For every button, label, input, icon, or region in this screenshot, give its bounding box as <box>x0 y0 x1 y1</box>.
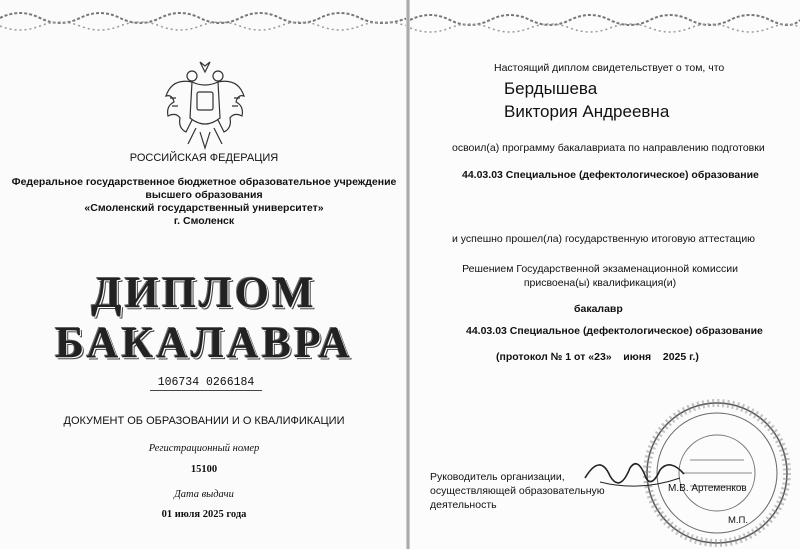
border-ornament <box>0 4 408 44</box>
head-label-line2: осуществляющей образовательную <box>430 485 605 497</box>
commission-block <box>450 262 750 290</box>
diploma-right-page <box>410 0 800 549</box>
institution-line2: высшего образования <box>145 189 263 201</box>
reg-number-label: Регистрационный номер <box>148 443 260 454</box>
country-name: РОССИЙСКАЯ ФЕДЕРАЦИЯ <box>129 152 279 164</box>
institution-line1: Федеральное государственное бюджетное образовательное учреждение <box>11 176 397 188</box>
serial-number: 106734 0266184 <box>150 376 262 391</box>
issue-date: 01 июля 2025 года <box>161 509 247 520</box>
institution-city: г. Смоленск <box>173 215 235 227</box>
attestation-text: и успешно прошел(ла) государственную итоговую аттестацию <box>452 233 756 245</box>
head-label-line1: Руководитель организации, <box>430 471 565 483</box>
commission-line1: Решением Государственной экзаменационной комиссии <box>462 263 738 275</box>
diploma-title <box>0 268 408 368</box>
title-line1: ДИПЛОМ <box>91 268 317 317</box>
recipient-given-names: Виктория Андреевна <box>504 102 670 121</box>
intro-text: Настоящий диплом свидетельствует о том, что <box>494 62 725 74</box>
head-label-line3: деятельность <box>430 499 497 511</box>
reg-number: 15100 <box>190 464 218 475</box>
signatory-name: М.В. Артеменков <box>668 483 747 494</box>
commission-line2: присвоена(ы) квалификация(и) <box>523 277 677 289</box>
coat-of-arms-emblem <box>162 58 248 150</box>
head-label <box>430 470 605 512</box>
document-type: ДОКУМЕНТ ОБ ОБРАЗОВАНИИ И О КВАЛИФИКАЦИИ <box>63 415 345 427</box>
protocol-reference: (протокол № 1 от «23» июня 2025 г.) <box>496 351 699 363</box>
border-ornament <box>410 4 800 44</box>
institution-line3: «Смоленский государственный университет» <box>84 202 324 214</box>
institution-block <box>0 176 408 228</box>
qualification: бакалавр <box>574 303 623 315</box>
program-intro: освоил(а) программу бакалавриата по направлению подготовки <box>452 142 765 154</box>
stamp-abbreviation: М.П. <box>728 515 749 526</box>
qualification-program: 44.03.03 Специальное (дефектологическое) образование <box>466 325 763 337</box>
issue-date-label: Дата выдачи <box>174 489 234 500</box>
title-line2: БАКАЛАВРА <box>55 318 353 367</box>
program-name: 44.03.03 Специальное (дефектологическое) образование <box>462 169 759 181</box>
recipient-surname: Бердышева <box>504 79 598 98</box>
